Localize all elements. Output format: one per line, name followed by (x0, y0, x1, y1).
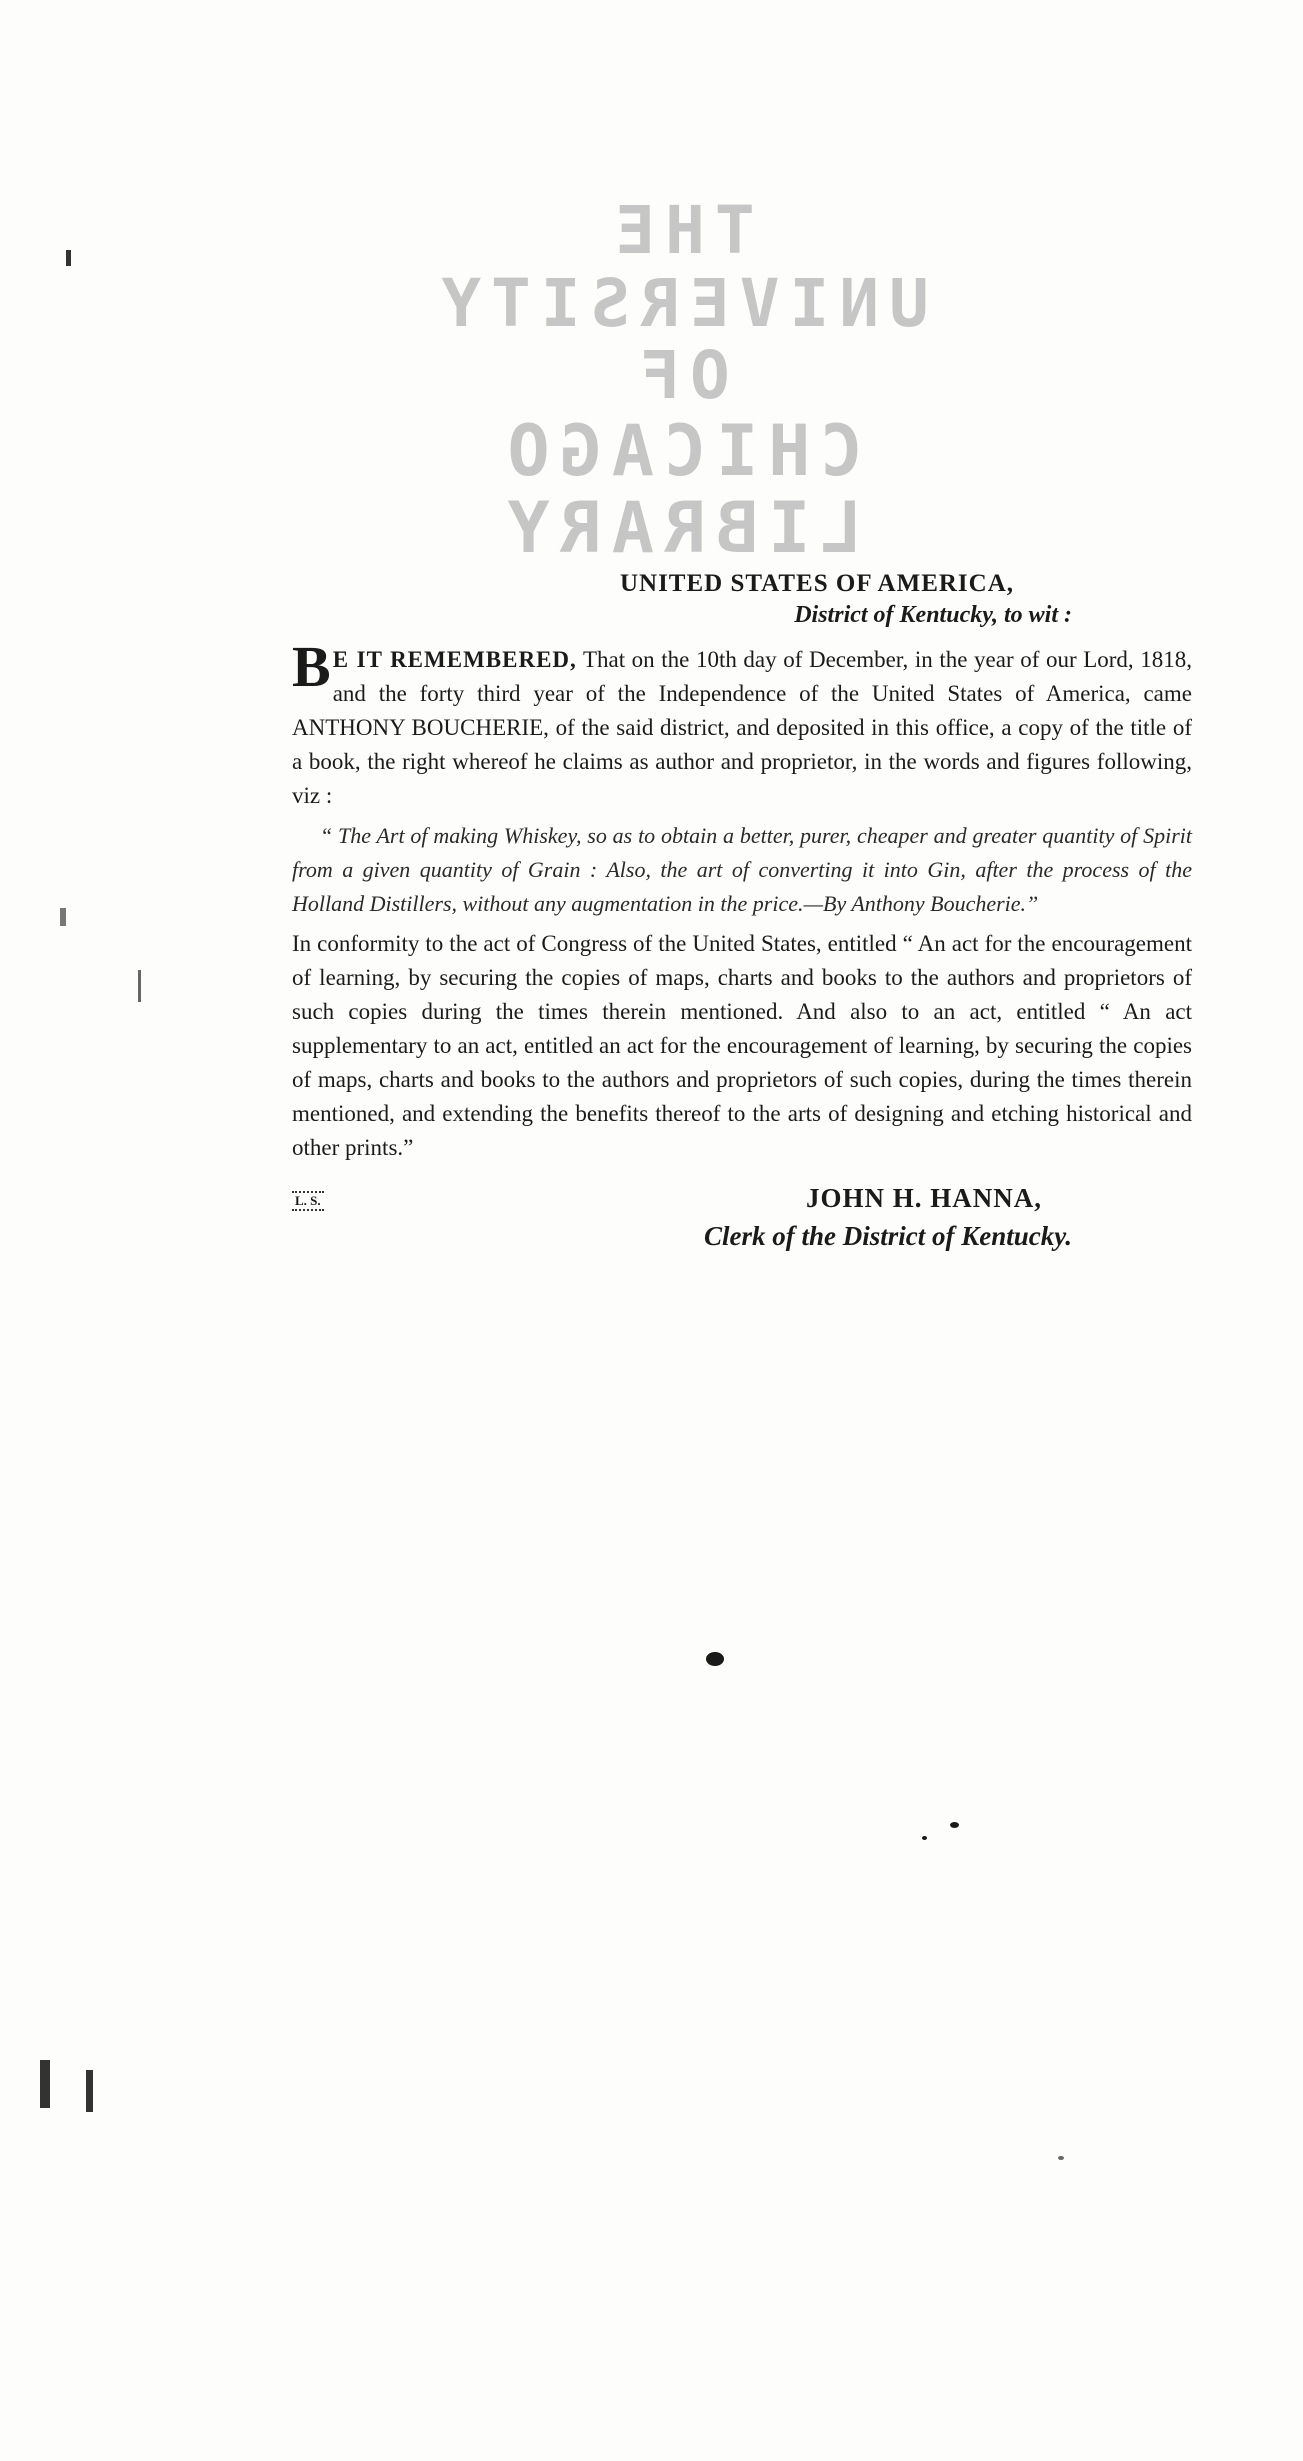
stamp-line-4: CHICAGO LIBRARY (497, 409, 863, 569)
notice-heading: UNITED STATES OF AMERICA, (619, 570, 1015, 597)
edge-mark (138, 970, 141, 1002)
library-perforated-stamp (330, 192, 1030, 569)
notice-paragraph-2: In conformity to the act of Congress of the United States, entitled “ An act for the encouragement of learning, by securing the copies of maps, charts and books to the authors and proprietors of such copies during the times therein mentioned. And also to an act, entitled “ An act supplementary to an act, entitled an act for the encouragement of learning, by securing the copies of maps, charts and books to the authors and proprietors of such copies, during the times therein mentioned, and extending the benefits thereof to the arts of designing and etching historical and other prints.” (292, 931, 1192, 1160)
seal-mark: L. S. (292, 1191, 324, 1211)
notice-paragraph-1 (292, 634, 1192, 813)
signer-name: JOHN H. HANNA, (806, 1183, 1042, 1213)
ink-speck (922, 1836, 927, 1840)
book-title-quote: “ The Art of making Whiskey, so as to obtain a better, purer, cheaper and greater quantity of Spirit from a given quantity of Grain : Also, the art of converting it into Gin, after the process of the Holland Distillers, without any augmentation in the price.—By Anthony Boucherie.” (292, 823, 1192, 916)
edge-mark (86, 2070, 93, 2112)
stamp-line-2: UNIVERSITY (431, 264, 929, 342)
signature-block (292, 1183, 1192, 1283)
signer-title: Clerk of the District of Kentucky. (704, 1221, 1072, 1251)
ink-speck (706, 1652, 724, 1666)
drop-cap: B (292, 634, 331, 699)
copyright-notice (292, 570, 1192, 1283)
edge-mark (66, 250, 71, 266)
edge-mark (40, 2060, 50, 2108)
lead-words: E IT REMEMBERED, (332, 647, 577, 672)
ink-speck (950, 1822, 959, 1828)
edge-mark (60, 908, 66, 926)
stamp-line-1: THE (605, 192, 755, 269)
ink-speck (1058, 2156, 1064, 2160)
paragraph-1-text: That on the 10th day of December, in the year of our Lord, 1818, and the forty third year of the Independence of the United States of America, came ANTHONY BOUCHERIE, of the said district, and deposited in this office, a copy of the title of a book, the right whereof he claims as author and proprietor, in the words and figures following, viz : (292, 647, 1192, 808)
notice-subheading: District of Kentucky, to wit : (794, 602, 1072, 628)
stamp-line-3: OF (630, 337, 730, 415)
